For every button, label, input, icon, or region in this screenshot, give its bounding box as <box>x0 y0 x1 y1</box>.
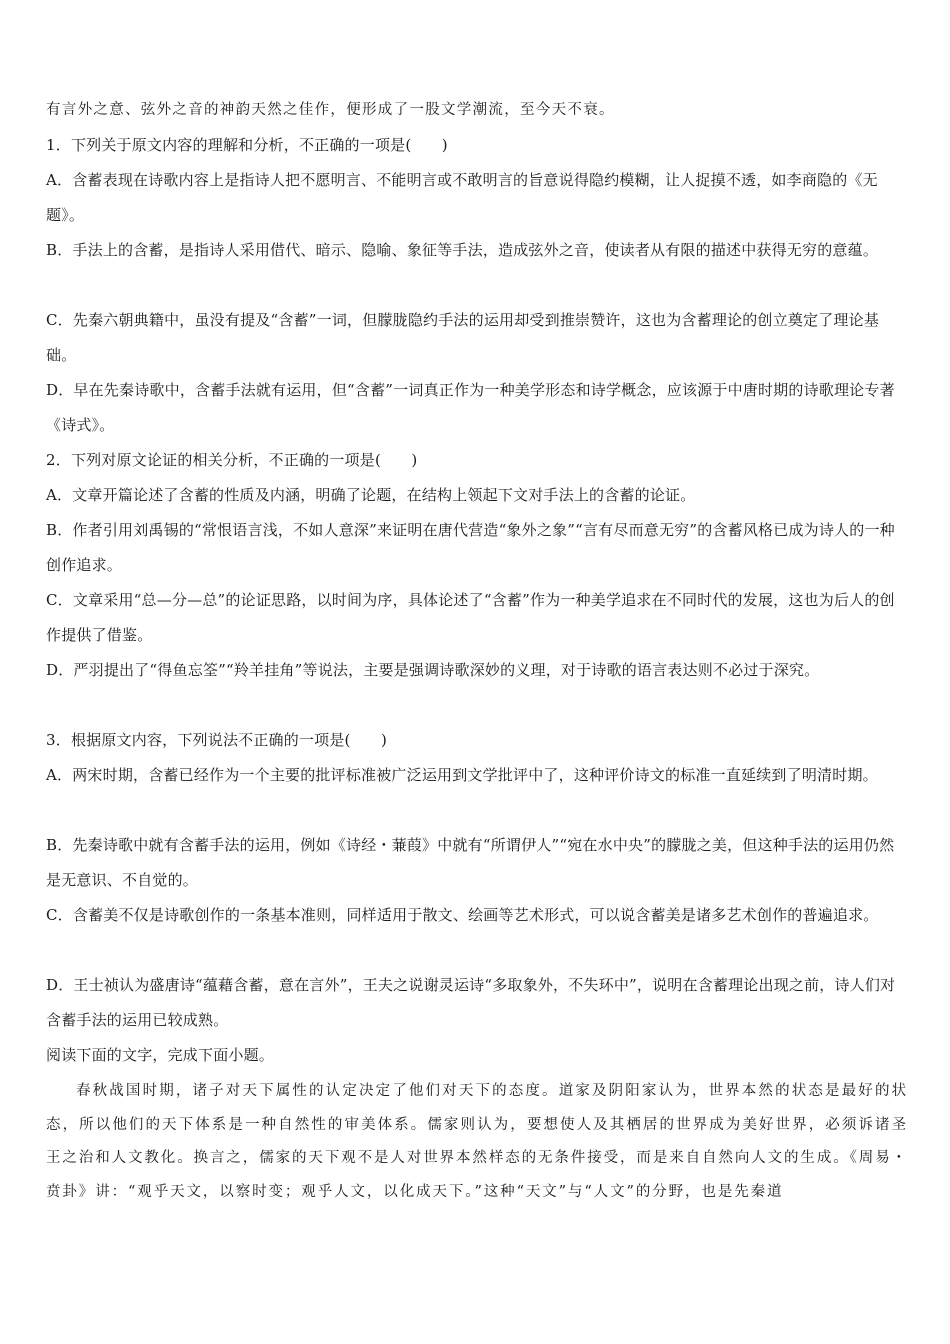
question-1-option-a: A．含蓄表现在诗歌内容上是指诗人把不愿明言、不能明言或不敢明言的旨意说得隐约模糊，让人捉摸不透，如李商隐的《无题》。 <box>46 171 878 224</box>
question-3-option-b: B．先秦诗歌中就有含蓄手法的运用，例如《诗经・蒹葭》中就有“所谓伊人”“宛在水中央”的朦胧之美，但这种手法的运用仍然是无意识、不自觉的。 <box>46 836 895 889</box>
question-2-option-d: D．严羽提出了“得鱼忘筌”“羚羊挂角”等说法，主要是强调诗歌深妙的义理，对于诗歌的语言表达则不必过于深究。 <box>46 661 820 679</box>
question-1-option-b: B．手法上的含蓄，是指诗人采用借代、暗示、隐喻、象征等手法，造成弦外之音，使读者从有限的描述中获得无穷的意蕴。 <box>46 241 879 259</box>
question-3-stem: 3．根据原文内容，下列说法不正确的一项是( ) <box>46 731 388 749</box>
question-2-option-a: A．文章开篇论述了含蓄的性质及内涵，明确了论题，在结构上领起下文对手法上的含蓄的论证。 <box>46 486 696 504</box>
question-2-option-b: B．作者引用刘禹锡的“常恨语言浅，不如人意深”来证明在唐代营造“象外之象”“言有尽而意无穷”的含蓄风格已成为诗人的一种创作追求。 <box>46 521 895 574</box>
intro-tail-paragraph: 有言外之意、弦外之音的神韵天然之佳作，便形成了一股文学潮流，至今天不衰。 <box>46 102 615 118</box>
question-2-stem: 2．下列对原文论证的相关分析，不正确的一项是( ) <box>46 451 418 469</box>
question-1-option-c: C．先秦六朝典籍中，虽没有提及“含蓄”一词，但朦胧隐约手法的运用却受到推崇赞许，这也为含蓄理论的创立奠定了理论基础。 <box>46 311 880 364</box>
reading-passage: 春秋战国时期，诸子对天下属性的认定决定了他们对天下的态度。道家及阴阳家认为，世界本然的状态是最好的状态，所以他们的天下体系是一种自然性的审美体系。儒家则认为，要想使人及其栖居的世界成为美好世界，必须诉诸圣王之治和人文教化。换言之，儒家的天下观不是人对世界本然样态的无条件接受，而是来自自然向人文的生成。《周易・贲卦》讲：“观乎天文，以察时变；观乎人文，以化成天下。”这种“天文”与“人文”的分野，也是先秦道 <box>46 1083 908 1200</box>
question-3-option-d: D．王士祯认为盛唐诗“蕴藉含蓄，意在言外”，王夫之说谢灵运诗“多取象外，不失环中”，说明在含蓄理论出现之前，诗人们对含蓄手法的运用已较成熟。 <box>46 976 896 1029</box>
question-3-option-c: C．含蓄美不仅是诗歌创作的一条基本准则，同样适用于散文、绘画等艺术形式，可以说含蓄美是诸多艺术创作的普遍追求。 <box>46 906 879 924</box>
reading-instruction: 阅读下面的文字，完成下面小题。 <box>46 1046 275 1064</box>
question-2-option-c: C．文章采用“总—分—总”的论证思路，以时间为序，具体论述了“含蓄”作为一种美学追求在不同时代的发展，这也为后人的创作提供了借鉴。 <box>46 591 895 644</box>
question-3-option-a: A．两宋时期，含蓄已经作为一个主要的批评标准被广泛运用到文学批评中了，这种评价诗文的标准一直延续到了明清时期。 <box>46 766 878 784</box>
question-1-stem: 1．下列关于原文内容的理解和分析，不正确的一项是( ) <box>46 136 448 154</box>
question-1-option-d: D．早在先秦诗歌中，含蓄手法就有运用，但“含蓄”一词真正作为一种美学形态和诗学概念，应该源于中唐时期的诗歌理论专著《诗式》。 <box>46 381 895 434</box>
